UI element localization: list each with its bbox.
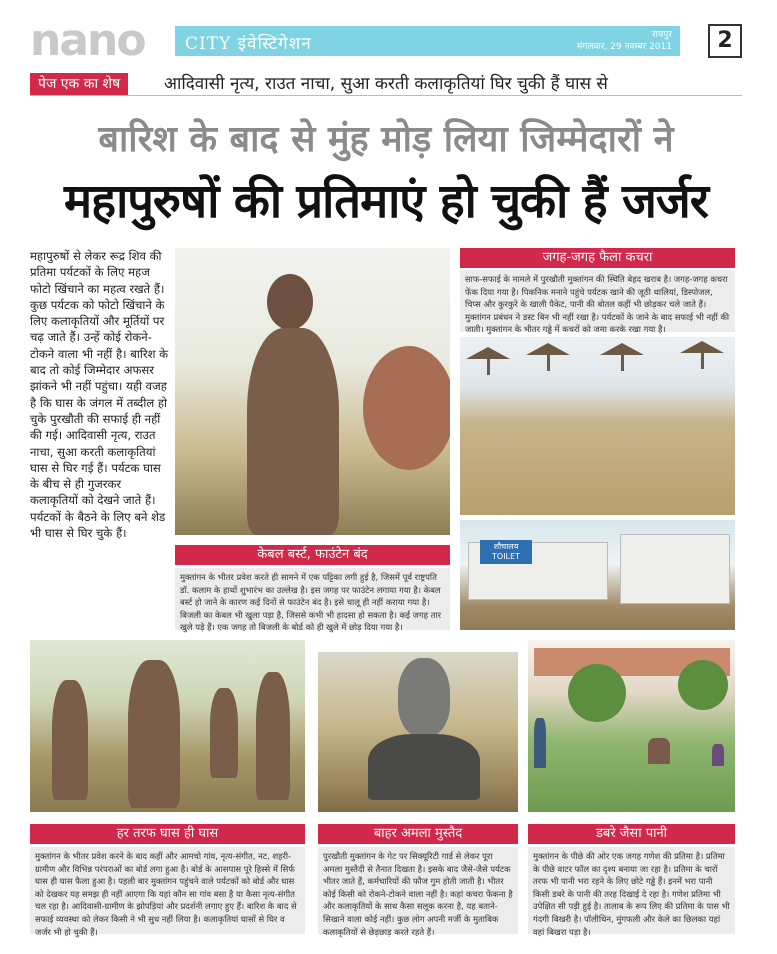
statue-figure xyxy=(52,680,88,800)
drum-shape xyxy=(363,346,450,470)
caption-water: मुक्तांगन के पीछे की ओर एक जगह गणेश की प्रतिमा है। प्रतिमा के पीछे वाटर फॉल का दृश्य बनाया जा रहा है। प्रतिमा के चारों तरफ भी पानी भरा रहने के लिए छोटे गड्ढे हैं। इनमें भरा पानी किसी डबरे के पानी की तरह दिखाई दे रहा है। गणेश प्रतिमा भी उपेक्षित सी पड़ी हुई है। तालाब के रूप लिए की प्रतिमा के पास भी गंदगी बिखरी है। पॉलीथिन, मुंगफली और केले का छिलका यहां वहां बिखरा पड़ा है। xyxy=(528,847,735,934)
continued-tag: पेज एक का शेष xyxy=(30,73,128,95)
tree xyxy=(568,664,626,722)
gazebo-roof xyxy=(600,343,644,355)
gazebo-roof xyxy=(526,343,570,355)
statue-body xyxy=(247,328,339,535)
page-number: 2 xyxy=(708,24,742,58)
bust-head xyxy=(398,658,450,736)
kicker-headline: बारिश के बाद से मुंह मोड़ लिया जिम्मेदारों ने xyxy=(98,119,674,160)
gazebo-post xyxy=(547,355,550,371)
banner-cable: केबल बर्स्ट, फाउंटेन बंद xyxy=(175,545,450,565)
caption-staff: पुरखौती मुक्तांगन के गेट पर सिक्यूरिटी गार्ड से लेकर पूरा अमला मुस्तैदी से तैनात दिखता है। इसके बाद जैसे-जैसे पर्यटक भीतर जाते हैं, कर्मचारियों की फौज गुम होती जाती है। भीतर कोई किसी को रोकने-टोकने वाला नहीं है। कहां कचरा फेंकना है और कलाकृतियों के साथ कैसा सलूक करना है, यह बताने-सिखाने वाला कोई नहीं। कुछ लोग अपनी मर्जी के मुताबिक कलाकृतियों से छेड़छाड़ करते रहते हैं। xyxy=(318,847,518,934)
gazebo-post xyxy=(487,359,490,375)
gazebo-post xyxy=(701,353,704,369)
continued-strip xyxy=(30,72,742,96)
gazebo-post xyxy=(621,355,624,371)
continued-text: आदिवासी नृत्य, राउत नाचा, सुआ करती कलाकृतियां घिर चुकी हैं घास से xyxy=(164,74,608,94)
issue-date: मंगलवार, 29 नवम्बर 2011 xyxy=(576,42,672,52)
photo-tribal-statues xyxy=(30,640,305,812)
statue-figure xyxy=(128,660,180,808)
toilet-building xyxy=(620,534,730,604)
banner-garbage: जगह-जगह फैला कचरा xyxy=(460,248,735,268)
dateline xyxy=(577,29,672,53)
gazebo-roof xyxy=(680,341,724,353)
photo-garbage-field xyxy=(460,337,735,515)
caption-cable: मुक्तांगन के भीतर प्रवेश करते ही सामने में एक पट्टिका लगी हुई है, जिसमें पूर्व राष्ट्रपति डॉ. कलाम के हाथों शुभारंभ का उल्लेख है। इस जगह पर फाउंटेन लगाया गया है। केबल बर्स्ट हो जाने के कारण कई दिनों से फाउंटेन बंद है। इसे चालू ही नहीं कराया गया है। बिजली का केबल भी खुला पड़ा है, जिससे कभी भी हादसा हो सकता है। कई जगह तार खुले पड़े हैं। एक जगह तो बिजली के बोर्ड को ही खुले में छोड़ दिया गया है। xyxy=(175,568,450,630)
tree xyxy=(678,660,728,710)
statue-figure xyxy=(210,688,238,778)
masthead xyxy=(30,15,742,66)
photo-lawn xyxy=(528,640,735,812)
toilet-sign: शौचालय TOILET xyxy=(480,540,532,564)
caption-grass: मुक्तांगन के भीतर प्रवेश करने के बाद कहीं और आमचो गांव, नृत्य-संगीत, नट, शहरी-ग्रामीण और विभिन्न परंपराओं का बोर्ड लगा हुआ है। बोर्ड के आसपास पूरे हिस्से में सिर्फ घास ही घास फैला हुआ है। पहली बार मुक्तांगन पहुंचने वाले पर्यटकों को बोर्ड और घास को देखकर यह समझ ही नहीं आएगा कि यहां कौन सा गांव बसा है या कैसा नृत्य-संगीत चल रहा है। आदिवासी-ग्रामीण के झोपड़ियां और प्रदर्शनी लगाए हुए हैं। बारिश के बाद से सफाई व्यवस्था को लेकर किसी ने भी सुध नहीं लिया है। कलाकृतियां घासों से घिर व जर्जर भी हो चुकी हैं। xyxy=(30,847,305,934)
person xyxy=(648,738,670,764)
bust-base xyxy=(368,734,480,800)
statue-head xyxy=(267,274,313,330)
section-label: CITY इंवेस्टिगेशन xyxy=(185,34,312,54)
section-bar xyxy=(175,26,680,56)
gazebo-roof xyxy=(466,347,510,359)
banner-water: डबरे जैसा पानी xyxy=(528,824,735,844)
banner-staff: बाहर अमला मुस्तैद xyxy=(318,824,518,844)
caption-garbage: साफ-सफाई के मामले में पुरखौती मुक्तांगन की स्थिति बेहद खराब है। जगह-जगह कचरा फेंक दिया गया है। पिकनिक मनाने पहुंचे पर्यटक खाने की जूठी थालियां, डिस्पोजल, चिप्स और कुरकुरे के खाली पैकेट, पानी की बोतल कहीं भी छोड़कर चले जाते हैं। मुक्तांगन प्रबंधन ने डस्ट बिन भी नहीं रखा है। पर्यटकों के जाने के बाद सफाई भी नहीं की जाती। मुक्तांगन के भीतर गड्ढे में कचरों को जमा करके रखा गया है। xyxy=(460,270,735,332)
person xyxy=(712,744,724,766)
statue-figure xyxy=(256,672,290,800)
photo-bust xyxy=(318,652,518,812)
banner-grass: हर तरफ घास ही घास xyxy=(30,824,305,844)
city-name: रायपुर xyxy=(651,30,672,40)
person xyxy=(534,718,546,768)
article-body: महापुरुषों से लेकर रूद्र शिव की प्रतिमा पर्यटकों के लिए महज फोटो खिंचाने का महत्व रखते हैं। कुछ पर्यटक को फोटो खिंचाने के लिए कलाकृतियों और मूर्तियों पर चढ़ जाते हैं। उन्हें कोई रोकने-टोकने वाला भी नहीं है। बारिश के बाद तो कोई जिम्मेदार अफसर झांकने भी नहीं पहुंचा। यही वजह है कि घास के जंगल में तब्दील हो चुके पुरखौती की सफाई ही नहीं की गई। आदिवासी नृत्य, राउत नाचा, सुआ करती कलाकृतियां घास से घिर गई हैं। पर्यटक घास के बीच से ही गुजरकर कलाकृतियों को देखने जाते हैं। पर्यटकों के बैठने के लिए बने शेड भी घास से घिर चुके हैं। xyxy=(30,249,169,541)
main-headline: महापुरुषों की प्रतिमाएं हो चुकी हैं जर्जर xyxy=(64,174,708,229)
nano-logo: nano xyxy=(30,15,145,66)
photo-dancer-statue xyxy=(175,248,450,535)
photo-toilet-block xyxy=(460,520,735,630)
